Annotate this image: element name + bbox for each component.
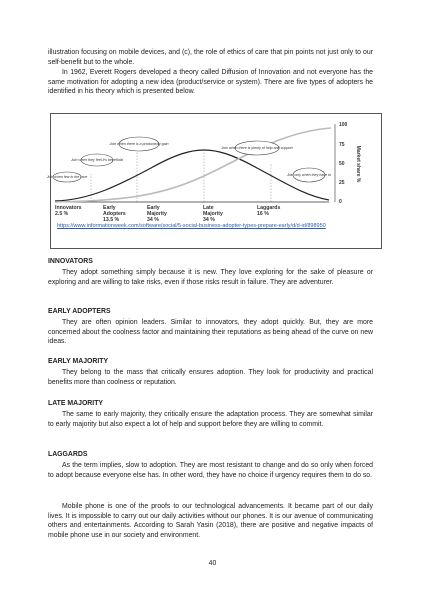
y-tick: 75 <box>339 142 345 148</box>
bubble-late-majority <box>220 141 293 155</box>
bubble-laggards <box>286 168 331 182</box>
category-pct: 34 % <box>203 217 215 223</box>
category-label: Innovators <box>55 205 82 211</box>
category-label: Majority <box>147 211 167 217</box>
bubble-early-adopters <box>70 154 123 166</box>
diffusion-of-innovation-figure <box>46 113 382 249</box>
y-tick: 50 <box>339 161 345 167</box>
y-tick: 25 <box>339 180 345 186</box>
category-label: Early <box>147 205 160 211</box>
category-pct: 13.5 % <box>103 217 120 223</box>
paragraph-innovators: They adopt something simply because it is new. They love exploring for the sake of pleasure or exploring and are willing to take risks, even if those risks result in failure. They are adventurer. <box>48 269 373 286</box>
svg-text:Join when few in the race: Join when few in the race <box>46 175 88 179</box>
category-label: Majority <box>203 211 223 217</box>
category-label: Late <box>203 205 214 211</box>
bubble-innovators <box>46 172 88 182</box>
svg-text:Join when there is plenty of h: Join when there is plenty of help and support <box>221 146 293 150</box>
y-axis-label: Market share % <box>355 145 361 183</box>
category-pct: 16 % <box>257 211 269 217</box>
category-pct: 34 % <box>147 217 159 223</box>
category-label: Laggards <box>257 205 281 211</box>
heading-laggards: LAGGARDS <box>48 451 88 458</box>
heading-innovators: INNOVATORS <box>48 258 93 265</box>
svg-text:Join when there is a productiv: Join when there is a productivity gain <box>109 142 169 146</box>
svg-text:Join only when they have to: Join only when they have to <box>286 173 332 177</box>
category-label: Early <box>103 205 116 211</box>
bubble-early-majority <box>109 137 169 151</box>
paragraph-early-adopters: They are often opinion leaders. Similar to innovators, they adopt quickly. But, they are more concerned about the coolness factor and maintaining their reputations as being ahead of the curve on new ideas. <box>48 319 373 346</box>
svg-text:Join when they feel it's benef: Join when they feel it's beneficial <box>70 158 124 162</box>
y-tick: 0 <box>339 199 342 205</box>
heading-late-majority: LATE MAJORITY <box>48 400 103 407</box>
closing-paragraph: Mobile phone is one of the proofs to our technological advancements. It became part of our daily lives. It is impossible to carry out our daily activities without our phones. It is our avenue of communicating others and entertainments. According to Sarah Yasin (2018), there are positive and negative impacts of mobile phone use in our society and environment. <box>48 503 373 539</box>
paragraph-laggards: As the term implies, slow to adoption. They are most resistant to change and do so only when forced to adopt because everyone else has. In other word, they have no choice if urgency requires them to do so. <box>48 462 373 479</box>
intro-paragraph: In 1962, Everett Rogers developed a theory called Diffusion of Innovation and not everyone has the same motivation for adopting a new idea (product/service or system). There are five types of adopters he identified in his theory which is presented below. <box>48 69 373 96</box>
y-tick: 100 <box>339 122 348 128</box>
adoption-curve-diagram <box>46 114 381 223</box>
heading-early-majority: EARLY MAJORITY <box>48 358 109 365</box>
paragraph-late-majority: The same to early majority, they critically ensure the adaptation process. They are somewhat similar to early majority but also expect a lot of help and support before they are willing to commit. <box>48 411 373 428</box>
figure-source-link[interactable]: https://www.informationweek.com/software/social/5-social-business-adopter-types-prepare-early/d/d-id/898950 <box>57 223 326 229</box>
page-number: 40 <box>208 560 217 567</box>
heading-early-adopters: EARLY ADOPTERS <box>48 308 111 315</box>
intro-continuation: illustration focusing on mobile devices, and (c), the role of ethics of care that pin points not just only to our self-benefit but to the whole. <box>48 49 373 66</box>
paragraph-early-majority: They belong to the mass that critically ensures adoption. They look for productivity and practical benefits more than coolness or reputation. <box>48 369 373 386</box>
category-pct: 2.5 % <box>55 211 69 217</box>
category-label: Adopters <box>103 211 126 217</box>
